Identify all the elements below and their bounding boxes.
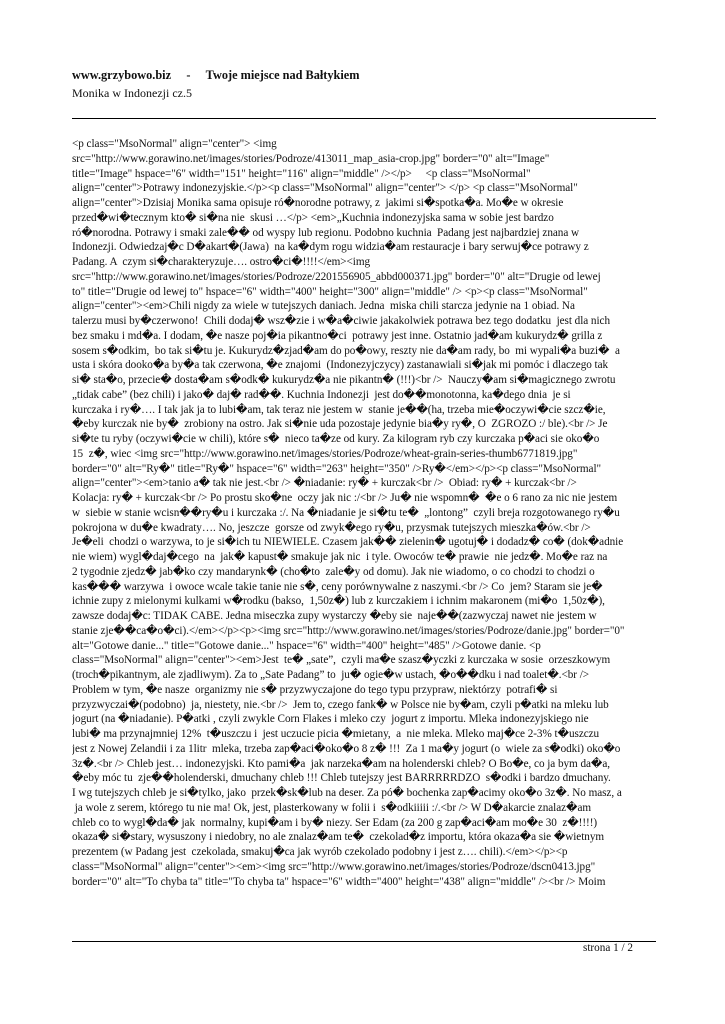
body-line: <p class="MsoNormal" align="center"> <img (72, 138, 277, 150)
body-line: (troch�pikantnym, ale zjadliwym). Za to „Sate Padang” to ju� ogie�w ustach, �o��dku i nad toalet�.<br /> (72, 669, 590, 681)
body-line: kurczaka i ry�…. I tak jak ja to lubi�am, tak teraz nie jestem w stanie je��(ha, trzeba mie�oczywi�cie szcz�ie, (72, 403, 606, 416)
body-line: Problem w tym, �e nasze organizmy nie s� przyzwyczajone do tego typu przypraw, niektórzy potrafi� si (72, 683, 558, 696)
body-line: pokrojona w du�e kwadraty…. No, jeszcze gorsze od zwyk�ego ry�u, przysmak tutejszych mieszka�ów.<br /> (72, 521, 591, 534)
body-line: alt="Gotowe danie..." title="Gotowe danie..." hspace="6" width="400" height="485" />Gotowe danie. <p (72, 639, 541, 652)
body-line: prezentem (w Padang jest czekolada, smakuj�ca jak wyrób czekolado podobny i jest z…. chili).</em></p><p (72, 846, 568, 858)
body-line: bez smaku i md�a. I dodam, �e nasze poj�ia pikantno�ci potrawy jest inne. Ostatnio jad�am kukurydz� grilla z (72, 329, 603, 342)
body-line: kas��� warzywa i owoce wcale takie tanie nie s�, ceny porównywalne z naszymi.<br /> Co jem? Staram sie je� (72, 580, 603, 593)
body-line: okaza� si�stary, wysuszony i niedobry, no ale znalaz�am te� czekolad�z importu, która okaza�a sie �wietnym (72, 831, 605, 844)
body-line: si�te tu ryby (oczywi�cie w chili), które s� nieco ta�ze od kury. Za kilogram ryb czy kurczaka p�aci sie oko�o (72, 433, 600, 445)
body-line: Kolacja: ry� + kurczak<br /> Po prostu sko�ne oczy jak nic :/<br /> Ju� nie wspomn� �e o 6 rano za nic nie jestem (72, 492, 618, 504)
body-line: title="Image" hspace="6" width="151" height="116" align="middle" /></p> <p class="MsoNormal" (72, 167, 531, 180)
body-line: border="0" alt="Ry�" title="Ry�" hspace="6" width="263" height="350" />Ry�</em></p><p class="MsoNormal" (72, 462, 602, 475)
body-line: class="MsoNormal" align="center"><em><img src="http://www.gorawino.net/images/stories/Podroze/dscn0413.jpg" (72, 860, 596, 873)
body-line: �eby kurczak nie by� zrobiony na ostro. Jak si�nie uda pozostaje jedynie bia�y ry�, O ZGROZO :/ ble).<br /> Je (72, 418, 608, 431)
body-line: src="http://www.gorawino.net/images/stories/Podroze/413011_map_asia-crop.jpg" border="0" alt="Image" (72, 152, 550, 165)
article-subtitle: Monika w Indonezji cz.5 (72, 86, 192, 100)
body-line: �eby móc tu zje��holenderski, dmuchany chleb !!! Chleb tutejszy jest BARRRRRDZO s�odki i bardzo dmuchany. (72, 772, 611, 785)
body-line: sosem s�odkim, bo tak si�tu je. Kukurydz�zjad�am do po�owy, reszty nie da�am rady, bo mi wypali�a buzi� a (72, 344, 620, 357)
body-line: border="0" alt="To chyba ta" title="To chyba ta" hspace="6" width="400" height="438" align="middle" /><br /> Moim (72, 875, 606, 888)
body-line: Je�eli chodzi o warzywa, to je si�ich tu NIEWIELE. Czasem jak�� zielenin� ugotuj� i dodadz� co� (dok�adnie (72, 536, 624, 549)
body-line: align="center">Dzisiaj Monika sama opisuje ró�norodne potrawy, z jakimi si�spotka�a. Mo�e w okresie (72, 197, 564, 209)
body-line: zawsze dodaj�c: TIDAK CABE. Jedna miseczka zupy wystarczy �eby sie naje��(zazwyczaj nawet nie jestem w (72, 610, 597, 622)
body-line: 3z�.<br /> Chleb jest… indonezyjski. Kto pami�a jak narzeka�am na holenderski chleb? O Bo�e, co ja bym da�a, (72, 757, 610, 770)
footer-divider (72, 941, 656, 942)
body-line: I wg tutejszych chleb je si�tylko, jako przek�sk�lub na deser. Za pó� bochenka zap�acimy oko�o 3z�. No masz, a (72, 787, 622, 799)
article-body (72, 137, 656, 889)
body-line: 15 z�, wiec <img src="http://www.gorawino.net/images/stories/Podroze/wheat-grain-series-thumb6771819.jpg" (72, 447, 578, 460)
body-line: ichnie zupy z mielonymi kulkami w�rodku (bakso, 1,50z�) lub z kurczakiem i ichnim makaronem (mi�o 1,50z�), (72, 595, 605, 608)
body-line: ja wole z serem, którego tu nie ma! Ok, jest, plasterkowany w folii i s�odkiiiii :/.<br /> W D�akarcie znalaz�am (72, 801, 592, 814)
body-line: ró�norodna. Potrawy i smaki zale�� od wyspy lub regionu. Podobno kuchnia Padang jest najbardziej znana w (72, 226, 580, 239)
body-line: jogurt (na �niadanie). P�atki , czyli zwykle Corn Flakes i mleko czy jogurt z importu. Mleka indonezyjskiego nie (72, 713, 589, 726)
body-line: align="center"><em>Chili nigdy za wiele w tutejszych daniach. Jedna miska chili starcza jedynie na 1 obiad. Na (72, 300, 575, 313)
body-line: class="MsoNormal" align="center"><em>Jest te� „sate”, czyli ma�e szasz�yczki z kurczaka w sosie orzeszkowym (72, 654, 611, 667)
body-line: w siebie w stanie wcisn��ry�u i kurczaka :/. Na �niadanie je si�tu te� „lontong” czyli breja rozgotowanego ry�u (72, 506, 620, 519)
body-line: przed�wi�tecznym kto� si�na nie skusi …</p> <em>„Kuchnia indonezyjska sama w sobie jest bardzo (72, 211, 554, 224)
body-line: align="center"><em>tanio a� tak nie jest.<br /> �niadanie: ry� + kurczak<br /> Obiad: ry� + kurczak<br /> (72, 477, 577, 490)
body-line: przyzwyczai�(podobno) ja, niestety, nie.<br /> Jem to, czego fank� w Polsce nie by�am, czyli p�atki na mleku lub (72, 698, 609, 711)
body-line: chleb co to wygl�da� jak normalny, kupi�am i by� niezy. Ser Edam (za 200 g zap�aci�am mo�e 30 z�!!!!) (72, 816, 598, 829)
body-line: jest z Nowej Zelandii i za 1litr mleka, trzeba zap�aci�oko�o 8 z� !!! Za 1 ma�y jogurt (o wiele za s�odki) oko�o (72, 742, 621, 755)
body-line: Indonezji. Odwiedzaj�c D�akart�(Jawa) na ka�dym rogu widzia�am restauracje i bary serwuj�ce potrawy z (72, 241, 589, 254)
body-line: Padang. A czym si�charakteryzuje…. ostro�ci�!!!!</em><img (72, 256, 371, 268)
body-line: src="http://www.gorawino.net/images/stories/Podroze/2201556905_abbd000371.jpg" border="0" alt="Drugie od lewej (72, 270, 601, 283)
body-line: „tidak cabe” (bez chili) i jako� daj� rad��. Kuchnia Indonezji jest do��monotonna, ka�dego dnia je si (72, 388, 571, 401)
body-line: align="center">Potrawy indonezyjskie.</p><p class="MsoNormal" align="center"> </p> <p class="MsoNormal" (72, 182, 578, 195)
body-line: talerzu musi by�czerwono! Chili dodaj� wsz�zie i w�a�ciwie jakakolwiek potrawa bez tego dodatku jest dla nich (72, 315, 610, 327)
page-number: strona 1 / 2 (582, 942, 633, 954)
body-line: stanie zje��ca�o�ci).</em></p><p><img src="http://www.gorawino.net/images/stories/Podroze/danie.jpg" border="0" (72, 624, 625, 637)
body-line: lubi� ma przynajmniej 12% t�uszczu i jest uczucie picia �mietany, a nie mleka. Mleko maj�ce 2-3% t�uszczu (72, 728, 600, 740)
body-line: usta i skóra dooko�a by�a tak czerwona, �e znajomi (Indonezyjczycy) zastanawiali si�jak mi pomóc i dlaczego tak (72, 359, 609, 372)
body-line: to" title="Drugie od lewej to" hspace="6" width="400" height="300" align="middle" /> <p><p class="MsoNormal" (72, 285, 588, 298)
body-line: 2 tygodnie zjedz� jab�ko czy mandarynk� (cho�to zale�y od domu). Jak nie wiadomo, o co chodzi to chodzi o (72, 565, 595, 578)
body-line: nie wiem) wygl�daj�cego na jak� kapust� smakuje jak nic i tyle. Owoców te� prawie nie jedz�. Mo�e raz na (72, 551, 608, 563)
page-header (72, 68, 656, 101)
site-title: www.grzybowo.biz - Twoje miejsce nad Bałtykiem (72, 68, 360, 82)
body-line: si� sta�o, przecie� dosta�am s�odk� kukurydz�a nie pikantn� (!!!)<br /> Nauczy�am si�magicznego zwrotu (72, 374, 616, 386)
header-divider (72, 118, 656, 119)
